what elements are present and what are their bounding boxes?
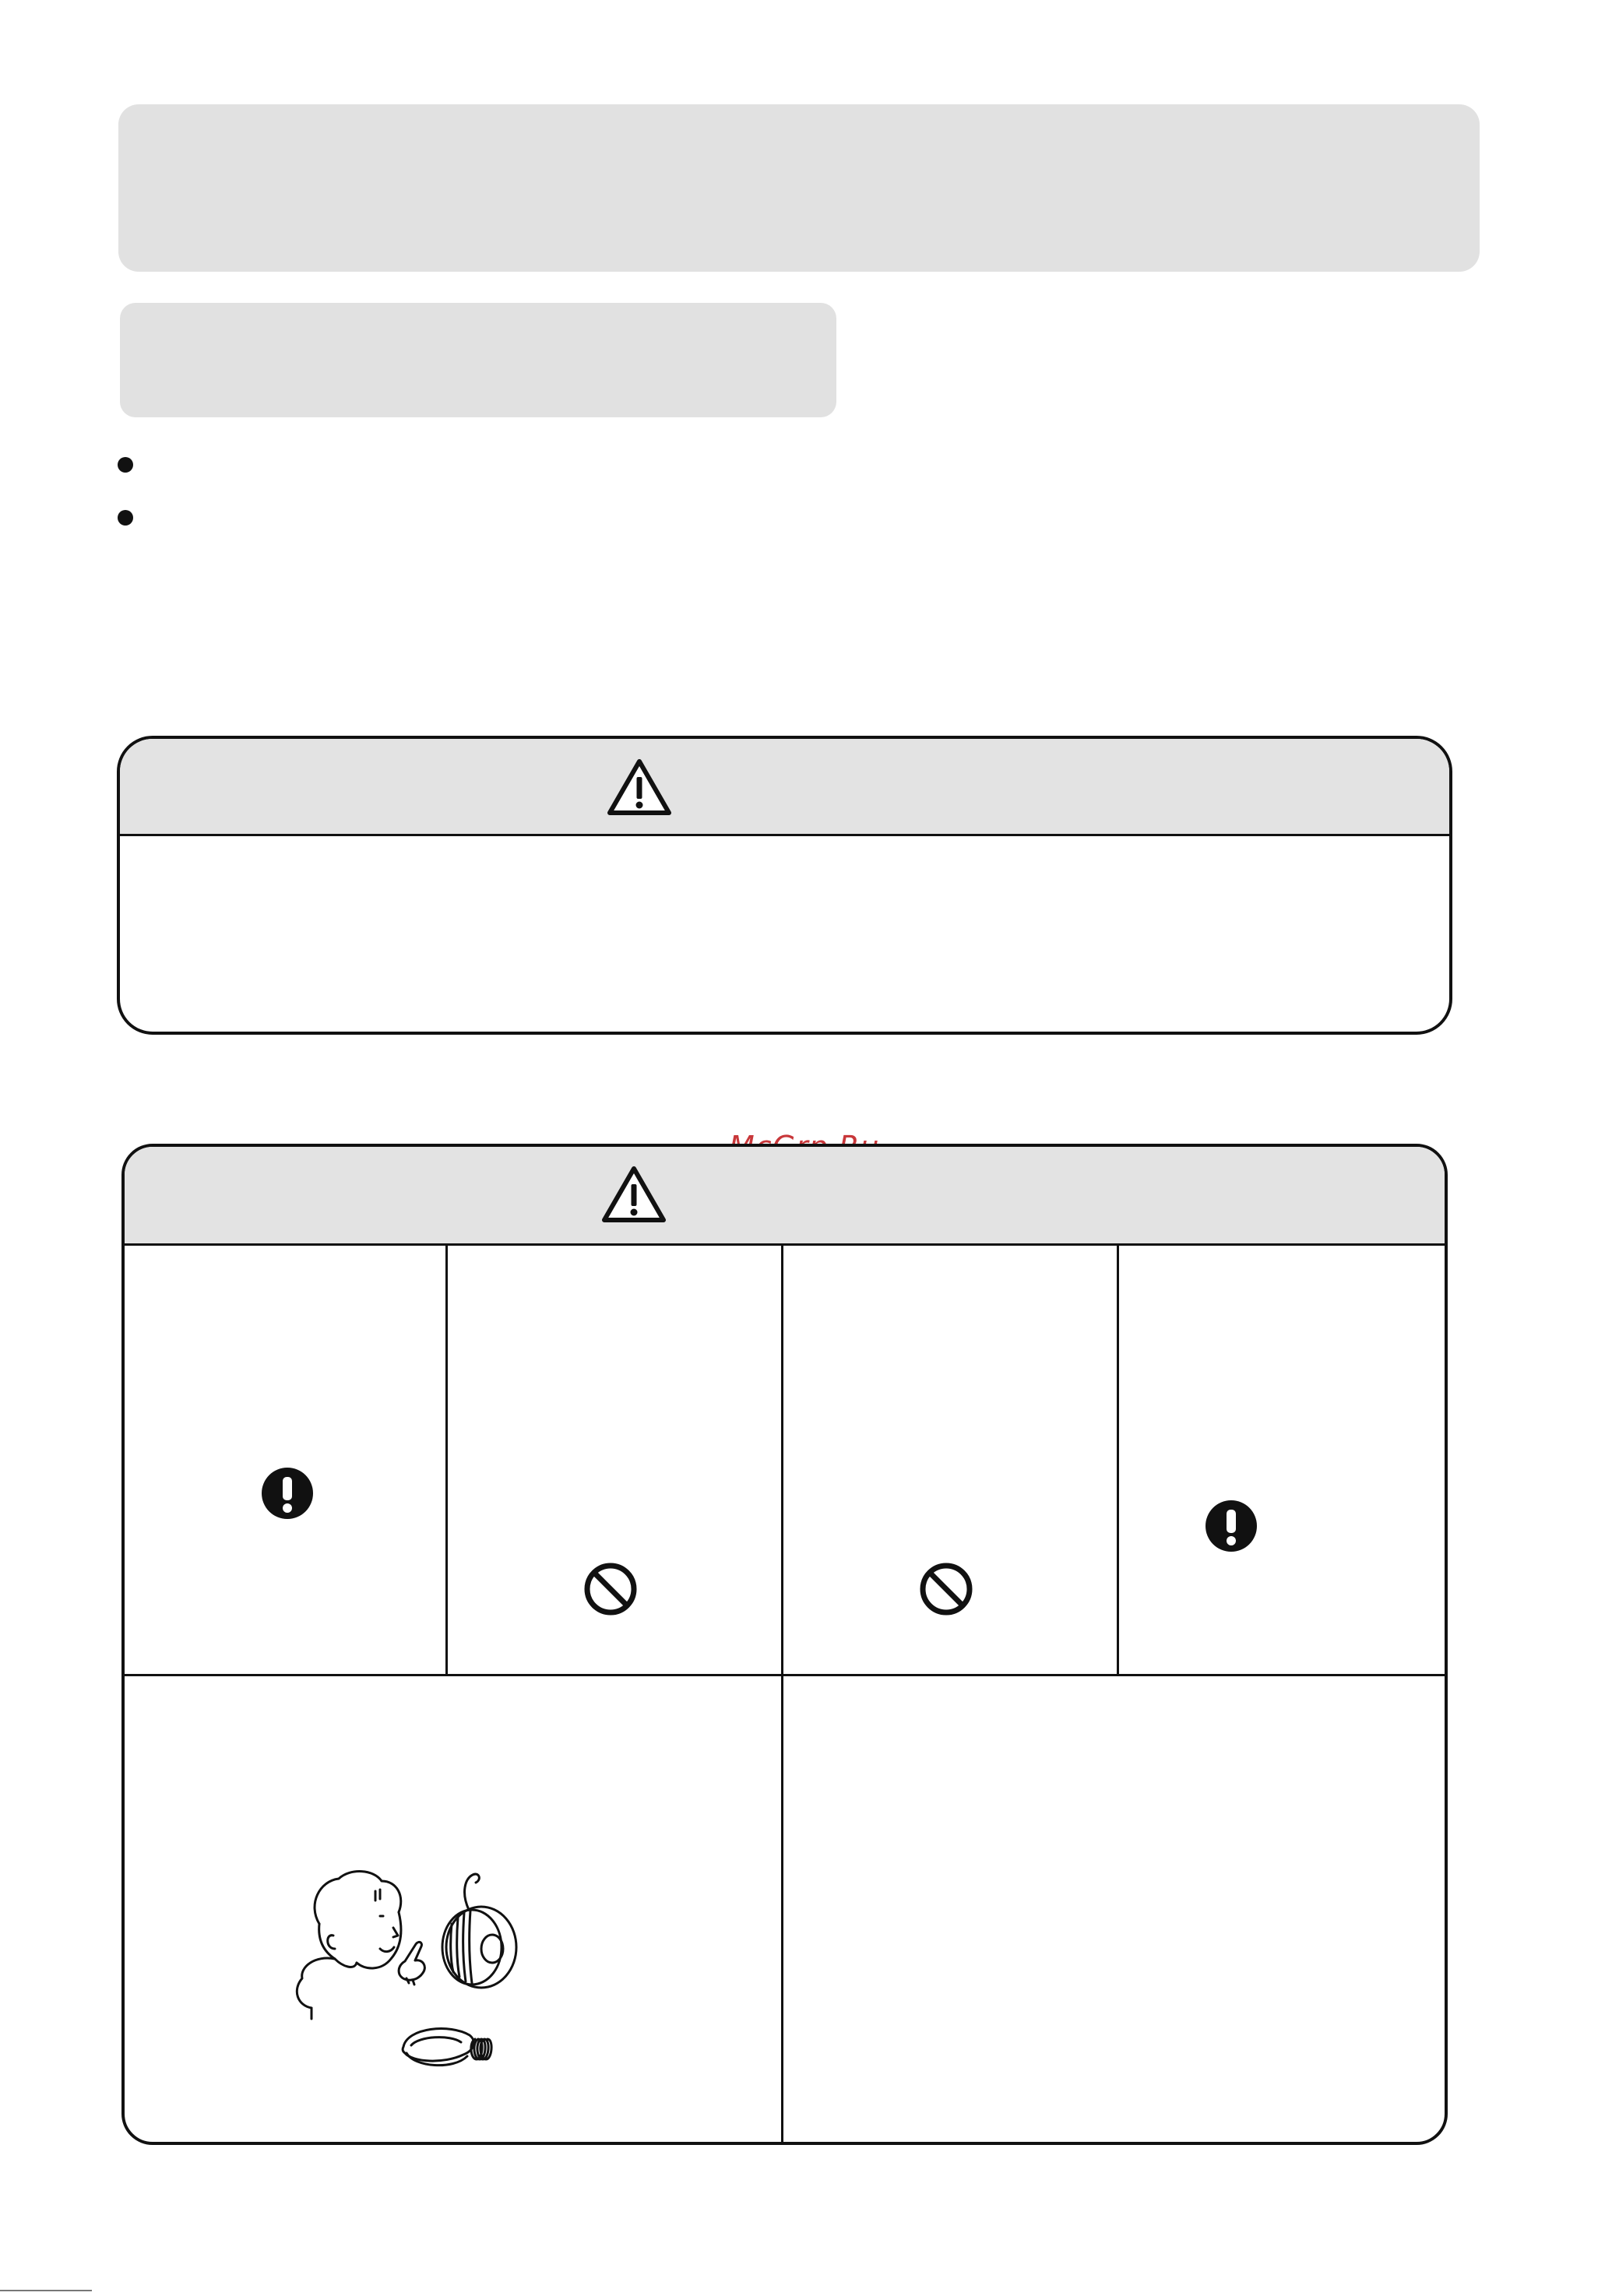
footer-rule [0, 2290, 92, 2291]
title-banner [118, 104, 1480, 272]
warning-triangle-icon [601, 1166, 667, 1223]
warning-box [117, 736, 1452, 1035]
prohibition-icon [583, 1562, 638, 1616]
subheading-banner [120, 303, 836, 417]
warning-triangle-icon [607, 758, 672, 816]
cell-divider [445, 1243, 448, 1674]
mandatory-exclamation-icon [260, 1466, 315, 1521]
mandatory-exclamation-icon [1204, 1499, 1258, 1553]
caution-box-header [125, 1147, 1445, 1246]
cell-divider [1117, 1243, 1119, 1674]
prohibition-icon [919, 1562, 973, 1616]
person-pointing-at-wire-and-parts-illustration [288, 1862, 545, 2087]
bullet-point [118, 510, 133, 526]
cell-divider [781, 1243, 783, 2145]
warning-box-header [120, 739, 1449, 836]
row-divider [125, 1674, 1445, 1676]
caution-box [121, 1144, 1448, 2145]
bullet-point [118, 457, 133, 473]
